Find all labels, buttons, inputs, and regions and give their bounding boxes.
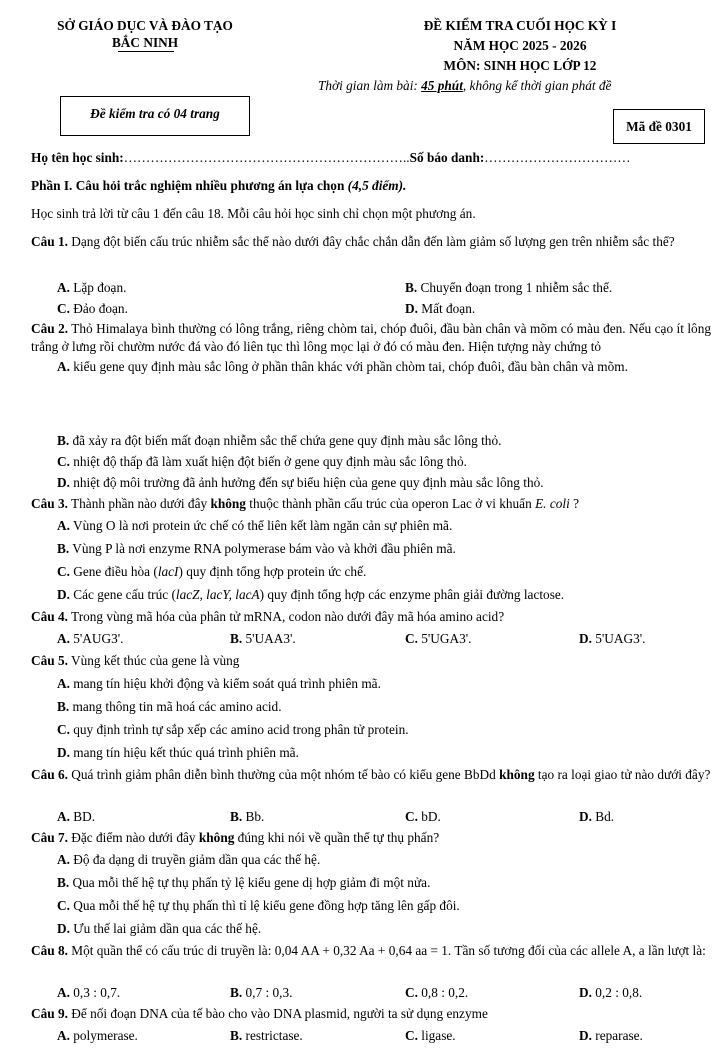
q2-option-b: B. đã xảy ra đột biến mất đoạn nhiễm sắc thể chứa gene quy định màu sắc lông thỏ.	[57, 433, 502, 448]
q9-option-b: B. restrictase.	[230, 1028, 303, 1043]
q4-option-d: D. 5'UAG3'.	[579, 631, 646, 646]
q3-option-b: B. Vùng P là nơi enzyme RNA polymerase bám vào và khởi đầu phiên mã.	[57, 541, 456, 556]
q1-option-b: B. Chuyển đoạn trong 1 nhiễm sắc thể.	[405, 280, 613, 295]
question-5: Câu 5. Vùng kết thúc của gene là vùng	[31, 653, 240, 668]
question-1: Câu 1. Dạng đột biến cấu trúc nhiễm sắc thể nào dưới đây chắc chắn dẫn đến làm giảm số lượng gen trên nhiễm sắc thể?	[31, 234, 675, 249]
q7-option-d: D. Ưu thế lai giảm dần qua các thế hệ.	[57, 921, 262, 936]
q3-option-a: A. Vùng O là nơi protein ức chế có thể liên kết làm ngăn cản sự phiên mã.	[57, 518, 453, 533]
q8-option-d: D. 0,2 : 0,8.	[579, 985, 643, 1000]
q7-option-a: A. Độ đa dạng di truyền giảm dần qua các thế hệ.	[57, 852, 321, 867]
department-name: SỞ GIÁO DỤC VÀ ĐÀO TẠO	[57, 18, 233, 33]
q8-option-c: C. 0,8 : 0,2.	[405, 985, 469, 1000]
q3-option-d: D. Các gene cấu trúc (lacZ, lacY, lacA) quy định tổng hợp các enzyme phân giải đường lactose.	[57, 587, 565, 602]
q4-option-b: B. 5'UAA3'.	[230, 631, 296, 646]
id-label: Số báo danh:	[409, 150, 485, 165]
q6-option-b: B. Bb.	[230, 809, 265, 824]
q2-option-d: D. nhiệt độ môi trường đã ảnh hưởng đến sự biểu hiện của gene quy định màu sắc lông thỏ.	[57, 475, 544, 490]
q6-option-a: A. BD.	[57, 809, 96, 824]
question-9: Câu 9. Để nối đoạn DNA của tế bào cho vào DNA plasmid, người ta sử dụng enzyme	[31, 1006, 488, 1021]
q2-option-c: C. nhiệt độ thấp đã làm xuất hiện đột biến ở gene quy định màu sắc lông thỏ.	[57, 454, 467, 469]
name-dots: ………………………………………………………..	[123, 150, 410, 165]
q7-option-c: C. Qua mỗi thế hệ tự thụ phấn thì tỉ lệ kiểu gene đồng hợp tăng lên gấp đôi.	[57, 898, 460, 913]
q6-option-c: C. bD.	[405, 809, 441, 824]
q5-option-d: D. mang tín hiệu kết thúc quá trình phiên mã.	[57, 745, 299, 760]
q1-option-c: C. Đảo đoạn.	[57, 301, 128, 316]
question-8: Câu 8. Một quần thể có cấu trúc di truyền là: 0,04 AA + 0,32 Aa + 0,64 aa = 1. Tần số tương đối của các allele A, a lần lượt là:	[31, 943, 706, 958]
pages-box: Đề kiểm tra có 04 trang	[60, 96, 250, 136]
school-year: NĂM HỌC 2025 - 2026	[453, 38, 587, 53]
question-3: Câu 3. Thành phần nào dưới đây không thuộc thành phần cấu trúc của operon Lac ở vi khuẩn E. coli ?	[31, 496, 580, 511]
q1-option-d: D. Mất đoạn.	[405, 301, 476, 316]
name-label: Họ tên học sinh:	[31, 150, 124, 165]
q4-option-c: C. 5'UGA3'.	[405, 631, 472, 646]
q9-option-d: D. reparase.	[579, 1028, 643, 1043]
province-name: BẮC NINH	[111, 35, 179, 50]
q8-option-a: A. 0,3 : 0,7.	[57, 985, 121, 1000]
q1-option-a: A. Lặp đoạn.	[57, 280, 127, 295]
question-6: Câu 6. Quá trình giảm phân diễn bình thường của một nhóm tế bào có kiểu gene BbDd không tạo ra loại giao tử nào dưới đây?	[31, 767, 711, 782]
student-info	[31, 149, 711, 166]
question-2: Câu 2. Thỏ Himalaya bình thường có lông trắng, riêng chòm tai, chóp đuôi, đầu bàn chân và mõm có màu đen. Nếu cạo ít lông trắng ở lưng rồi chườm nước đá vào đó liên tục thì lông mọc lại ở đó có màu đen. Hiện tượng này chứng tỏ	[31, 321, 711, 354]
q5-option-b: B. mang thông tin mã hoá các amino acid.	[57, 699, 282, 714]
q8-option-b: B. 0,7 : 0,3.	[230, 985, 293, 1000]
q2-option-a: A. kiểu gene quy định màu sắc lông ở phần thân khác với phần chòm tai, chóp đuôi, đầu bàn chân và mõm.	[57, 359, 628, 374]
part1-instruction: Học sinh trả lời từ câu 1 đến câu 18. Mỗi câu hỏi học sinh chỉ chọn một phương án.	[31, 206, 476, 221]
exam-code-box: Mã đề 0301	[613, 109, 705, 144]
id-dots: ……………………………	[484, 150, 631, 165]
subject: MÔN: SINH HỌC LỚP 12	[443, 58, 597, 73]
q9-option-a: A. polymerase.	[57, 1028, 138, 1043]
question-7: Câu 7. Đặc điểm nào dưới đây không đúng khi nói về quần thể tự thụ phấn?	[31, 830, 440, 845]
question-4: Câu 4. Trong vùng mã hóa của phân tử mRNA, codon nào dưới đây mã hóa amino acid?	[31, 609, 505, 624]
q3-option-c: C. Gene điều hòa (lacI) quy định tổng hợp protein ức chế.	[57, 564, 367, 579]
q5-option-a: A. mang tín hiệu khởi động và kiểm soát quá trình phiên mã.	[57, 676, 381, 691]
q7-option-b: B. Qua mỗi thế hệ tự thụ phấn tỷ lệ kiểu gene dị hợp giảm đi một nửa.	[57, 875, 431, 890]
part1-title: Phần I. Câu hỏi trắc nghiệm nhiều phương án lựa chọn (4,5 điểm).	[31, 178, 407, 193]
q4-option-a: A. 5'AUG3'.	[57, 631, 124, 646]
time-allowed: Thời gian làm bài: 45 phút, không kể thời gian phát đề	[318, 78, 612, 93]
q6-option-d: D. Bd.	[579, 809, 615, 824]
exam-title: ĐỀ KIỂM TRA CUỐI HỌC KỲ I	[423, 18, 617, 33]
header-underline	[118, 51, 174, 52]
q9-option-c: C. ligase.	[405, 1028, 456, 1043]
q5-option-c: C. quy định trình tự sắp xếp các amino acid trong phân tử protein.	[57, 722, 409, 737]
